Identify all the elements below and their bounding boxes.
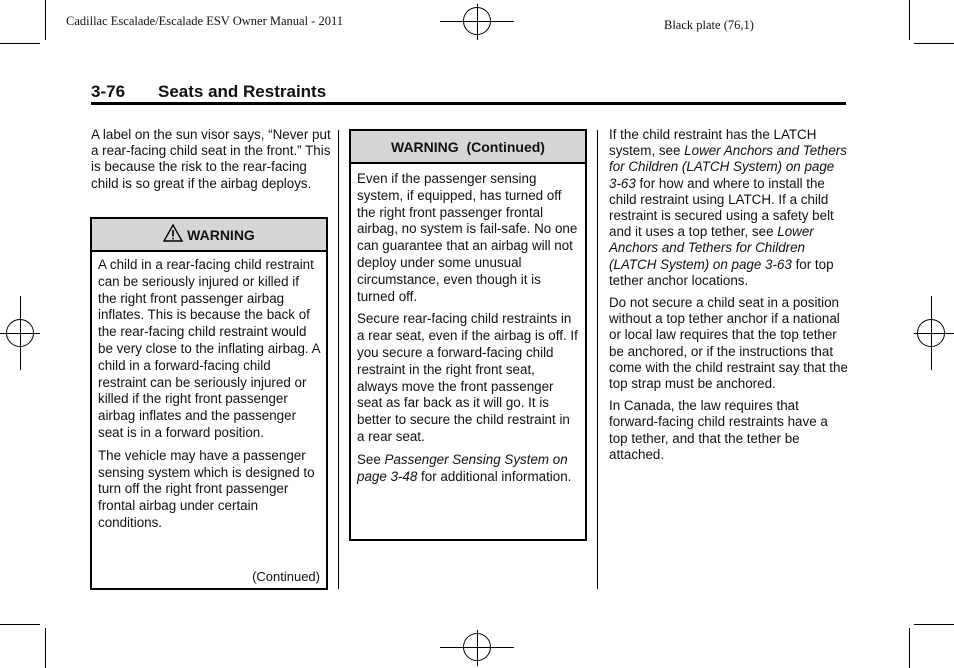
warning-continued-box <box>349 129 587 541</box>
canada-law-paragraph: In Canada, the law requires that forward-facing child restraints have a top tether, and that the tether be attached. <box>609 398 828 462</box>
crop-mark <box>914 624 954 625</box>
warning-paragraph: The vehicle may have a passenger sensing system which is designed to turn off the right front passenger frontal airbag under certain conditions. <box>98 447 315 530</box>
cross-reference-link[interactable]: Lower Anchors and Tethers for Children (LATCH System) on page 3-63 <box>609 143 847 191</box>
continued-label: (Continued) <box>252 569 320 584</box>
crop-mark <box>909 0 910 40</box>
crop-mark <box>0 624 40 625</box>
section-rule <box>91 102 846 105</box>
warning-continued-title: WARNING (Continued) <box>391 138 545 155</box>
warning-paragraph: A child in a rear-facing child restraint can be seriously injured or killed if the right front passenger airbag inflates. This is because the back of the rear-facing child restraint would be very close to the inflating airbag. A child in a forward-facing child restraint can be seriously injured or killed if the right front passenger airbag inflates and the passenger seat is in a forward position. <box>98 257 320 440</box>
warning-title: WARNING <box>187 226 255 243</box>
crop-mark <box>0 43 40 44</box>
warning-see-also: See Passenger Sensing System on page 3-48 for additional information. <box>357 451 572 484</box>
crop-mark <box>914 43 954 44</box>
crop-mark <box>45 0 46 40</box>
plate-label: Black plate (76,1) <box>664 18 754 32</box>
intro-paragraph: A label on the sun visor says, “Never put a rear-facing child seat in the front.” This is because the risk to the rear-facing child is so great if the airbag deploys. <box>91 127 331 191</box>
latch-paragraph: If the child restraint has the LATCH system, see Lower Anchors and Tethers for Children (LATCH System) on page 3-63 for how and where to install the child restraint using LATCH. If a child restraint is secured using a safety belt and it uses a top tether, see Lower Anchors and Tethers for Children (LATCH System) on page 3-63 for top tether anchor locations. <box>609 127 847 288</box>
column-3 <box>609 127 849 469</box>
crop-mark <box>909 628 910 668</box>
cross-reference-link[interactable]: Passenger Sensing System on page 3-48 <box>357 451 568 484</box>
document-title-header: Cadillac Escalade/Escalade ESV Owner Manual - 2011 <box>66 14 343 28</box>
warning-paragraph: Secure rear-facing child restraints in a rear seat, even if the airbag is off. If you secure a forward-facing child restraint in the right front seat, always move the front passenger seat as far back as it will go. It is better to secure the child restraint in a rear seat. <box>357 311 578 444</box>
page-number: 3-76 <box>91 82 126 101</box>
column-divider <box>338 130 339 589</box>
top-tether-paragraph: Do not secure a child seat in a position without a top tether anchor if a national or local law requires that the top tether be anchored, or if the instructions that come with the child restraint say that the top strap must be anchored. <box>609 295 848 392</box>
column-divider <box>597 130 598 589</box>
crop-mark <box>45 628 46 668</box>
warning-continued-header <box>351 131 585 164</box>
warning-header <box>92 219 326 252</box>
warning-triangle-icon <box>163 224 183 245</box>
cross-reference-link[interactable]: Lower Anchors and Tethers for Children (LATCH System) on page 3-63 <box>609 224 814 272</box>
warning-box <box>90 217 328 590</box>
warning-paragraph: Even if the passenger sensing system, if equipped, has turned off the right front passenger frontal airbag, no system is fail-safe. No one can guarantee that an airbag will not deploy under some unusual circumstance, even though it is turned off. <box>357 171 578 304</box>
section-title: Seats and Restraints <box>158 82 327 101</box>
